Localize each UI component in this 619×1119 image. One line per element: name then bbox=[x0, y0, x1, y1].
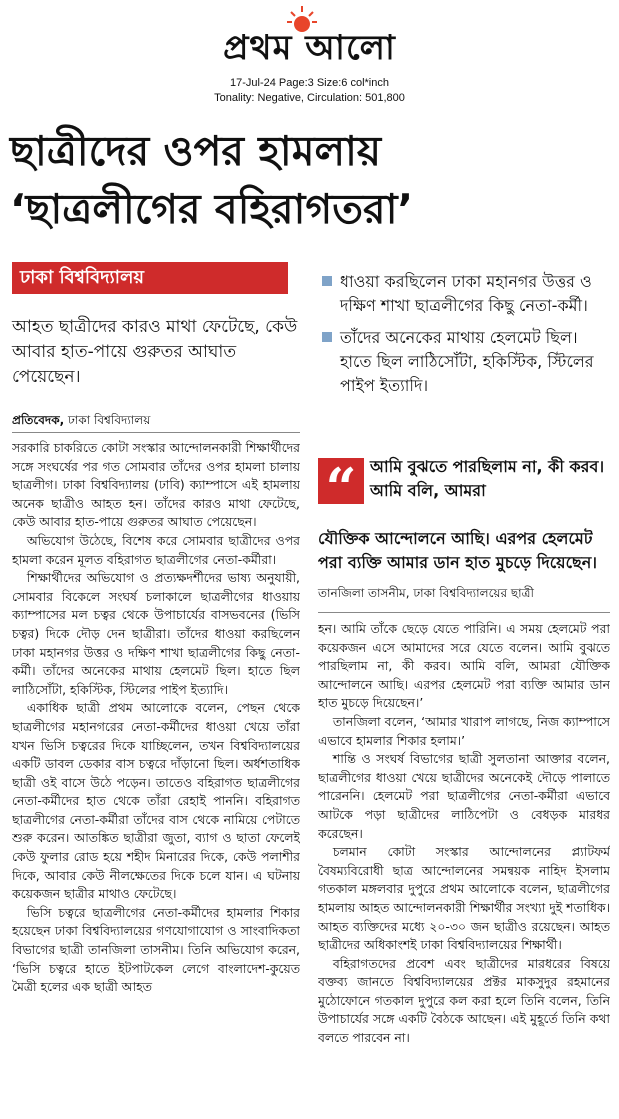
divider bbox=[318, 612, 610, 613]
bullet-item bbox=[322, 270, 612, 318]
paragraph: ভিসি চত্বরে ছাত্রলীগের নেতা-কর্মীদের হামলার শিকার হয়েছেন ঢাকা বিশ্ববিদ্যালয়ের গণযোগাযোগ ও সাংবাদিকতা বিভাগের ছাত্রী তানজিলা তাসনীম। তিনি অভিযোগ করেন, ‘ভিসি চত্বরে হাতে ইটপাটকেল লেগে বাংলাদেশ-কুয়েত মৈত্রী হলের এক ছাত্রী আহত bbox=[12, 904, 300, 995]
section-tag: ঢাকা বিশ্ববিদ্যালয় bbox=[12, 262, 288, 294]
highlight-bullets bbox=[322, 270, 612, 406]
byline bbox=[12, 412, 307, 432]
bullet-item bbox=[322, 326, 612, 398]
pull-quote-attribution: তানজিলা তাসনীম, ঢাকা বিশ্ববিদ্যালয়ের ছাত্রী bbox=[318, 586, 534, 600]
paragraph: শিক্ষার্থীদের অভিযোগ ও প্রত্যক্ষদর্শীদের ভাষ্য অনুযায়ী, সোমবার বিকেলে সংঘর্ষ চলাকালে ছাত্রলীগের ধাওয়ায় ক্যাম্পাসের মল চত্বর থেকে উপাচার্যের বাসভবনের (ভিসি চত্বর) দিকে দৌড় দেন ছাত্রীরা। তাঁদের ধাওয়া করছিলেন ঢাকা মহানগর উত্তর ও দক্ষিণ শাখা ছাত্রলীগের কিছু নেতা-কর্মী। তাঁদের অনেকের মাথায় হেলমেট ছিল। হাতে ছিল লাঠিসোঁটা, হকিস্টিক, স্টিলের পাইপ ইত্যাদি। bbox=[12, 570, 300, 697]
bullet-text: ধাওয়া করছিলেন ঢাকা মহানগর উত্তর ও দক্ষিণ শাখা ছাত্রলীগের কিছু নেতা-কর্মী। bbox=[340, 272, 592, 315]
pull-quote-text: আমি বুঝতে পারছিলাম না, কী করব। আমি বলি, আমরা bbox=[370, 457, 605, 500]
paragraph: সরকারি চাকরিতে কোটা সংস্কার আন্দোলনকারী শিক্ষার্থীদের সঙ্গে সংঘর্ষের পর গত সোমবার তাঁদের ওপর হামলা চালায় ছাত্রলীগ। ঢাকা বিশ্ববিদ্যালয় (ঢাবি) ক্যাম্পাসে এই হামলায় অনেক ছাত্রীও আহত হন। তাঁদের কারও মাথা ফেটেছে, কেউ আবার হাত-পায়ে গুরুতর আঘাত পেয়েছেন। bbox=[12, 440, 300, 530]
byline-name: প্রতিবেদক, bbox=[12, 413, 65, 427]
paragraph: একাধিক ছাত্রী প্রথম আলোকে বলেন, পেছন থেকে ছাত্রলীগের মহানগরের নেতা-কর্মীদের ধাওয়া খেয়ে তাঁরা যখন ভিসি চত্বরের দিকে যাচ্ছিলেন, তখন বিশ্ববিদ্যালয়ের একটি ডাবল ডেকার বাস চত্বরে দাঁড়ানো ছিল। অর্ধশতাধিক ছাত্রী ওই বাসে উঠে পড়েন। তাতেও বহিরাগত ছাত্রলীগের নেতা-কর্মীদের হাত থেকে তাঁরা রেহাই পাননি। বহিরাগত ছাত্রলীগের নেতা-কর্মীরা তাঁদের বাস থেকে নামিয়ে পেটাতে শুরু করেন। আতঙ্কিত ছাত্রীরা জুতা, ব্যাগ ও ছাতা ফেলেই কেউ ফুলার রোড হয়ে শহীদ মিনারের দিকে, কেউ পলাশীর দিকে, আবার কেউ নীলক্ষেতের দিকে চলে যান। এ ঘটনায় কয়েকজন ছাত্রীর মাথাও ফেটেছে। bbox=[12, 700, 300, 902]
subheadline: আহত ছাত্রীদের কারও মাথা ফেটেছে, কেউ আবার হাত-পায়ে গুরুতর আঘাত পেয়েছেন। bbox=[12, 317, 298, 387]
pull-quote-text-continued: যৌক্তিক আন্দোলনে আছি। এরপর হেলমেট পরা ব্যক্তি আমার ডান হাত মুচড়ে দিয়েছেন। bbox=[318, 529, 597, 572]
quote-mark-icon: “ bbox=[318, 458, 364, 504]
article-column-right bbox=[318, 620, 610, 1115]
headline-line1: ছাত্রীদের ওপর হামলায় bbox=[10, 127, 382, 175]
headline-line2: ‘ছাত্রলীগের বহিরাগতরা’ bbox=[10, 185, 414, 233]
article-column-left bbox=[12, 439, 300, 1115]
clipping-meta-line1: 17-Jul-24 Page:3 Size:6 col*inch bbox=[230, 77, 389, 89]
divider bbox=[12, 432, 300, 433]
paragraph: শান্তি ও সংঘর্ষ বিভাগের ছাত্রী সুলতানা আক্তার বলেন, ছাত্রলীগের ধাওয়া খেয়ে ছাত্রীদের অনেকেই দৌড়ে পালাতে পারেননি। হেলমেট পরা ছাত্রলীগের নেতা-কর্মীরা এভাবে আটকে পড়া ছাত্রীদের লাঠিপেটা ও বেধড়ক মারধর করেছেন। bbox=[318, 751, 610, 841]
paragraph: তানজিলা বলেন, ‘আমার খারাপ লাগছে, নিজ ক্যাম্পাসে এভাবে হামলার শিকার হলাম।’ bbox=[318, 713, 610, 748]
newspaper-logo: প্রথম আলো bbox=[223, 28, 396, 68]
paragraph: চলমান কোটা সংস্কার আন্দোলনের প্ল্যাটফর্ম বৈষম্যবিরোধী ছাত্র আন্দোলনের সমন্বয়ক নাহিদ ইসলাম গতকাল মঙ্গলবার দুপুরে প্রথম আলোকে বলেন, ছাত্রলীগের হামলায় আহত আন্দোলনকারী শিক্ষার্থীর সংখ্যা দুই শতাধিক। আহত ব্যক্তিদের মধ্যে ২০-৩০ জন ছাত্রীও রয়েছেন। আহত ছাত্রীদের অধিকাংশই ঢাকা বিশ্ববিদ্যালয়ের শিক্ষার্থী। bbox=[318, 844, 610, 953]
paragraph: হন। আমি তাঁকে ছেড়ে যেতে পারিনি। এ সময় হেলমেট পরা কয়েকজন এসে আমাদের সরে যেতে বলেন। আমি বুঝতে পারছিলাম না, কী করব। আমি বলি, আমরা যৌক্তিক আন্দোলনে আছি। এরপর হেলমেট পরা ব্যক্তি আমার ডান হাত মুচড়ে দিয়েছেন।’ bbox=[318, 621, 610, 711]
bullet-square-icon bbox=[322, 332, 332, 342]
paragraph: অভিযোগ উঠেছে, বিশেষ করে সোমবার ছাত্রীদের ওপর হামলা করেন মূলত বহিরাগত ছাত্রলীগের নেতা-কর্মীরা। bbox=[12, 532, 300, 567]
bullet-square-icon bbox=[322, 276, 332, 286]
byline-place: ঢাকা বিশ্ববিদ্যালয় bbox=[67, 413, 151, 427]
bullet-text: তাঁদের অনেকের মাথায় হেলমেট ছিল। হাতে ছিল লাঠিসোঁটা, হকিস্টিক, স্টিলের পাইপ ইত্যাদি। bbox=[340, 328, 594, 395]
clipping-meta-line2: Tonality: Negative, Circulation: 501,800 bbox=[214, 92, 405, 104]
masthead bbox=[0, 0, 619, 110]
paragraph: বহিরাগতদের প্রবেশ এবং ছাত্রীদের মারধরের বিষয়ে বক্তব্য জানতে বিশ্ববিদ্যালয়ের প্রক্টর মাকসুদুর রহমানের মুঠোফোনে গতকাল দুপুরে কল করা হলে তিনি বলেন, তিনি উপাচার্যের সঙ্গে একটি বৈঠকে আছেন। এই মুহূর্তে তিনি কথা বলতে পারবেন না। bbox=[318, 955, 610, 1046]
